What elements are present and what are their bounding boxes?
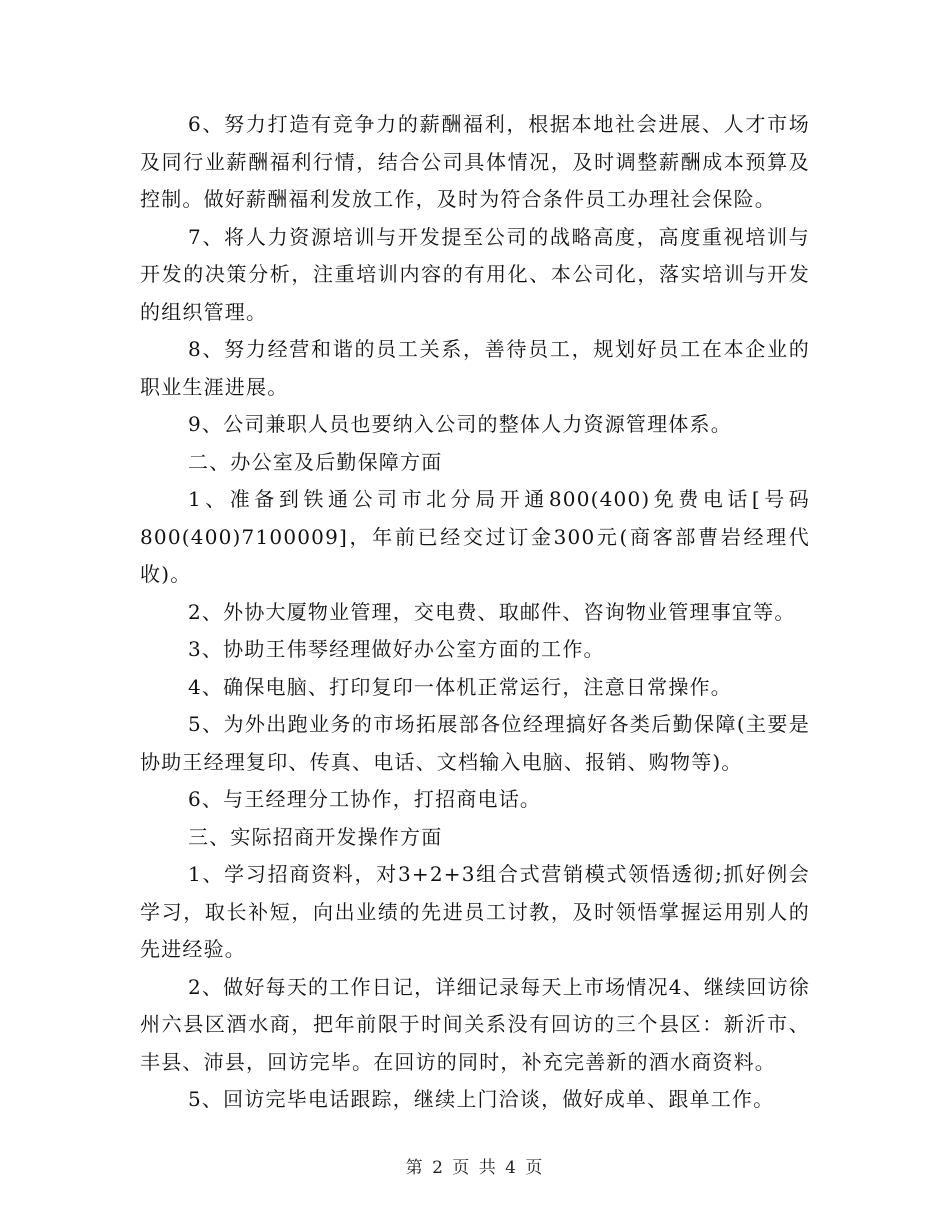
paragraph: 4、确保电脑、打印复印一体机正常运行，注意日常操作。 bbox=[188, 674, 732, 699]
paragraph: 5、回访完毕电话跟踪，继续上门洽谈，做好成单、跟单工作。 bbox=[188, 1087, 775, 1111]
paragraph: 9、公司兼职人员也要纳入公司的整体人力资源管理体系。 bbox=[188, 412, 732, 436]
paragraph: 7、将人力资源培训与开发提至公司的战略高度，高度重视培训与开发的决策分析，注重培训内容的有用化、本公司化，落实培训与开发的组织管理。 bbox=[140, 224, 810, 324]
paragraph: 8、努力经营和谐的员工关系，善待员工，规划好员工在本企业的职业生涯进展。 bbox=[140, 337, 810, 399]
paragraph: 1、学习招商资料，对3+2+3组合式营销模式领悟透彻;抓好例会学习，取长补短，向出业绩的先进员工讨教，及时领悟掌握运用别人的先进经验。 bbox=[140, 862, 810, 961]
paragraph: 6、与王经理分工协作，打招商电话。 bbox=[188, 787, 542, 811]
paragraph: 5、为外出跑业务的市场拓展部各位经理搞好各类后勤保障(主要是协助王经理复印、传真、电话、文档输入电脑、报销、购物等)。 bbox=[140, 712, 810, 774]
paragraph: 6、努力打造有竞争力的薪酬福利，根据本地社会进展、人才市场及同行业薪酬福利行情，结合公司具体情况，及时调整薪酬成本预算及控制。做好薪酬福利发放工作，及时为符合条件员工办理社会保险。 bbox=[140, 112, 810, 211]
page-footer: 第 2 页 共 4 页 bbox=[405, 1158, 545, 1178]
section-heading: 二、办公室及后勤保障方面 bbox=[188, 449, 443, 474]
paragraph: 2、外协大厦物业管理，交电费、取邮件、咨询物业管理事宜等。 bbox=[188, 599, 796, 624]
paragraph: 1、准备到铁通公司市北分局开通800(400)免费电话[号码800(400)7100009]，年前已经交过订金300元(商客部曹岩经理代收)。 bbox=[140, 487, 810, 586]
paragraph: 2、做好每天的工作日记，详细记录每天上市场情况4、继续回访徐州六县区酒水商，把年前限于时间关系没有回访的三个县区：新沂市、丰县、沛县，回访完毕。在回访的同时，补充完善新的酒水商资料。 bbox=[140, 974, 810, 1074]
paragraph: 3、协助王伟琴经理做好办公室方面的工作。 bbox=[188, 637, 605, 661]
document-body bbox=[140, 106, 810, 1119]
section-heading: 三、实际招商开发操作方面 bbox=[188, 824, 443, 849]
